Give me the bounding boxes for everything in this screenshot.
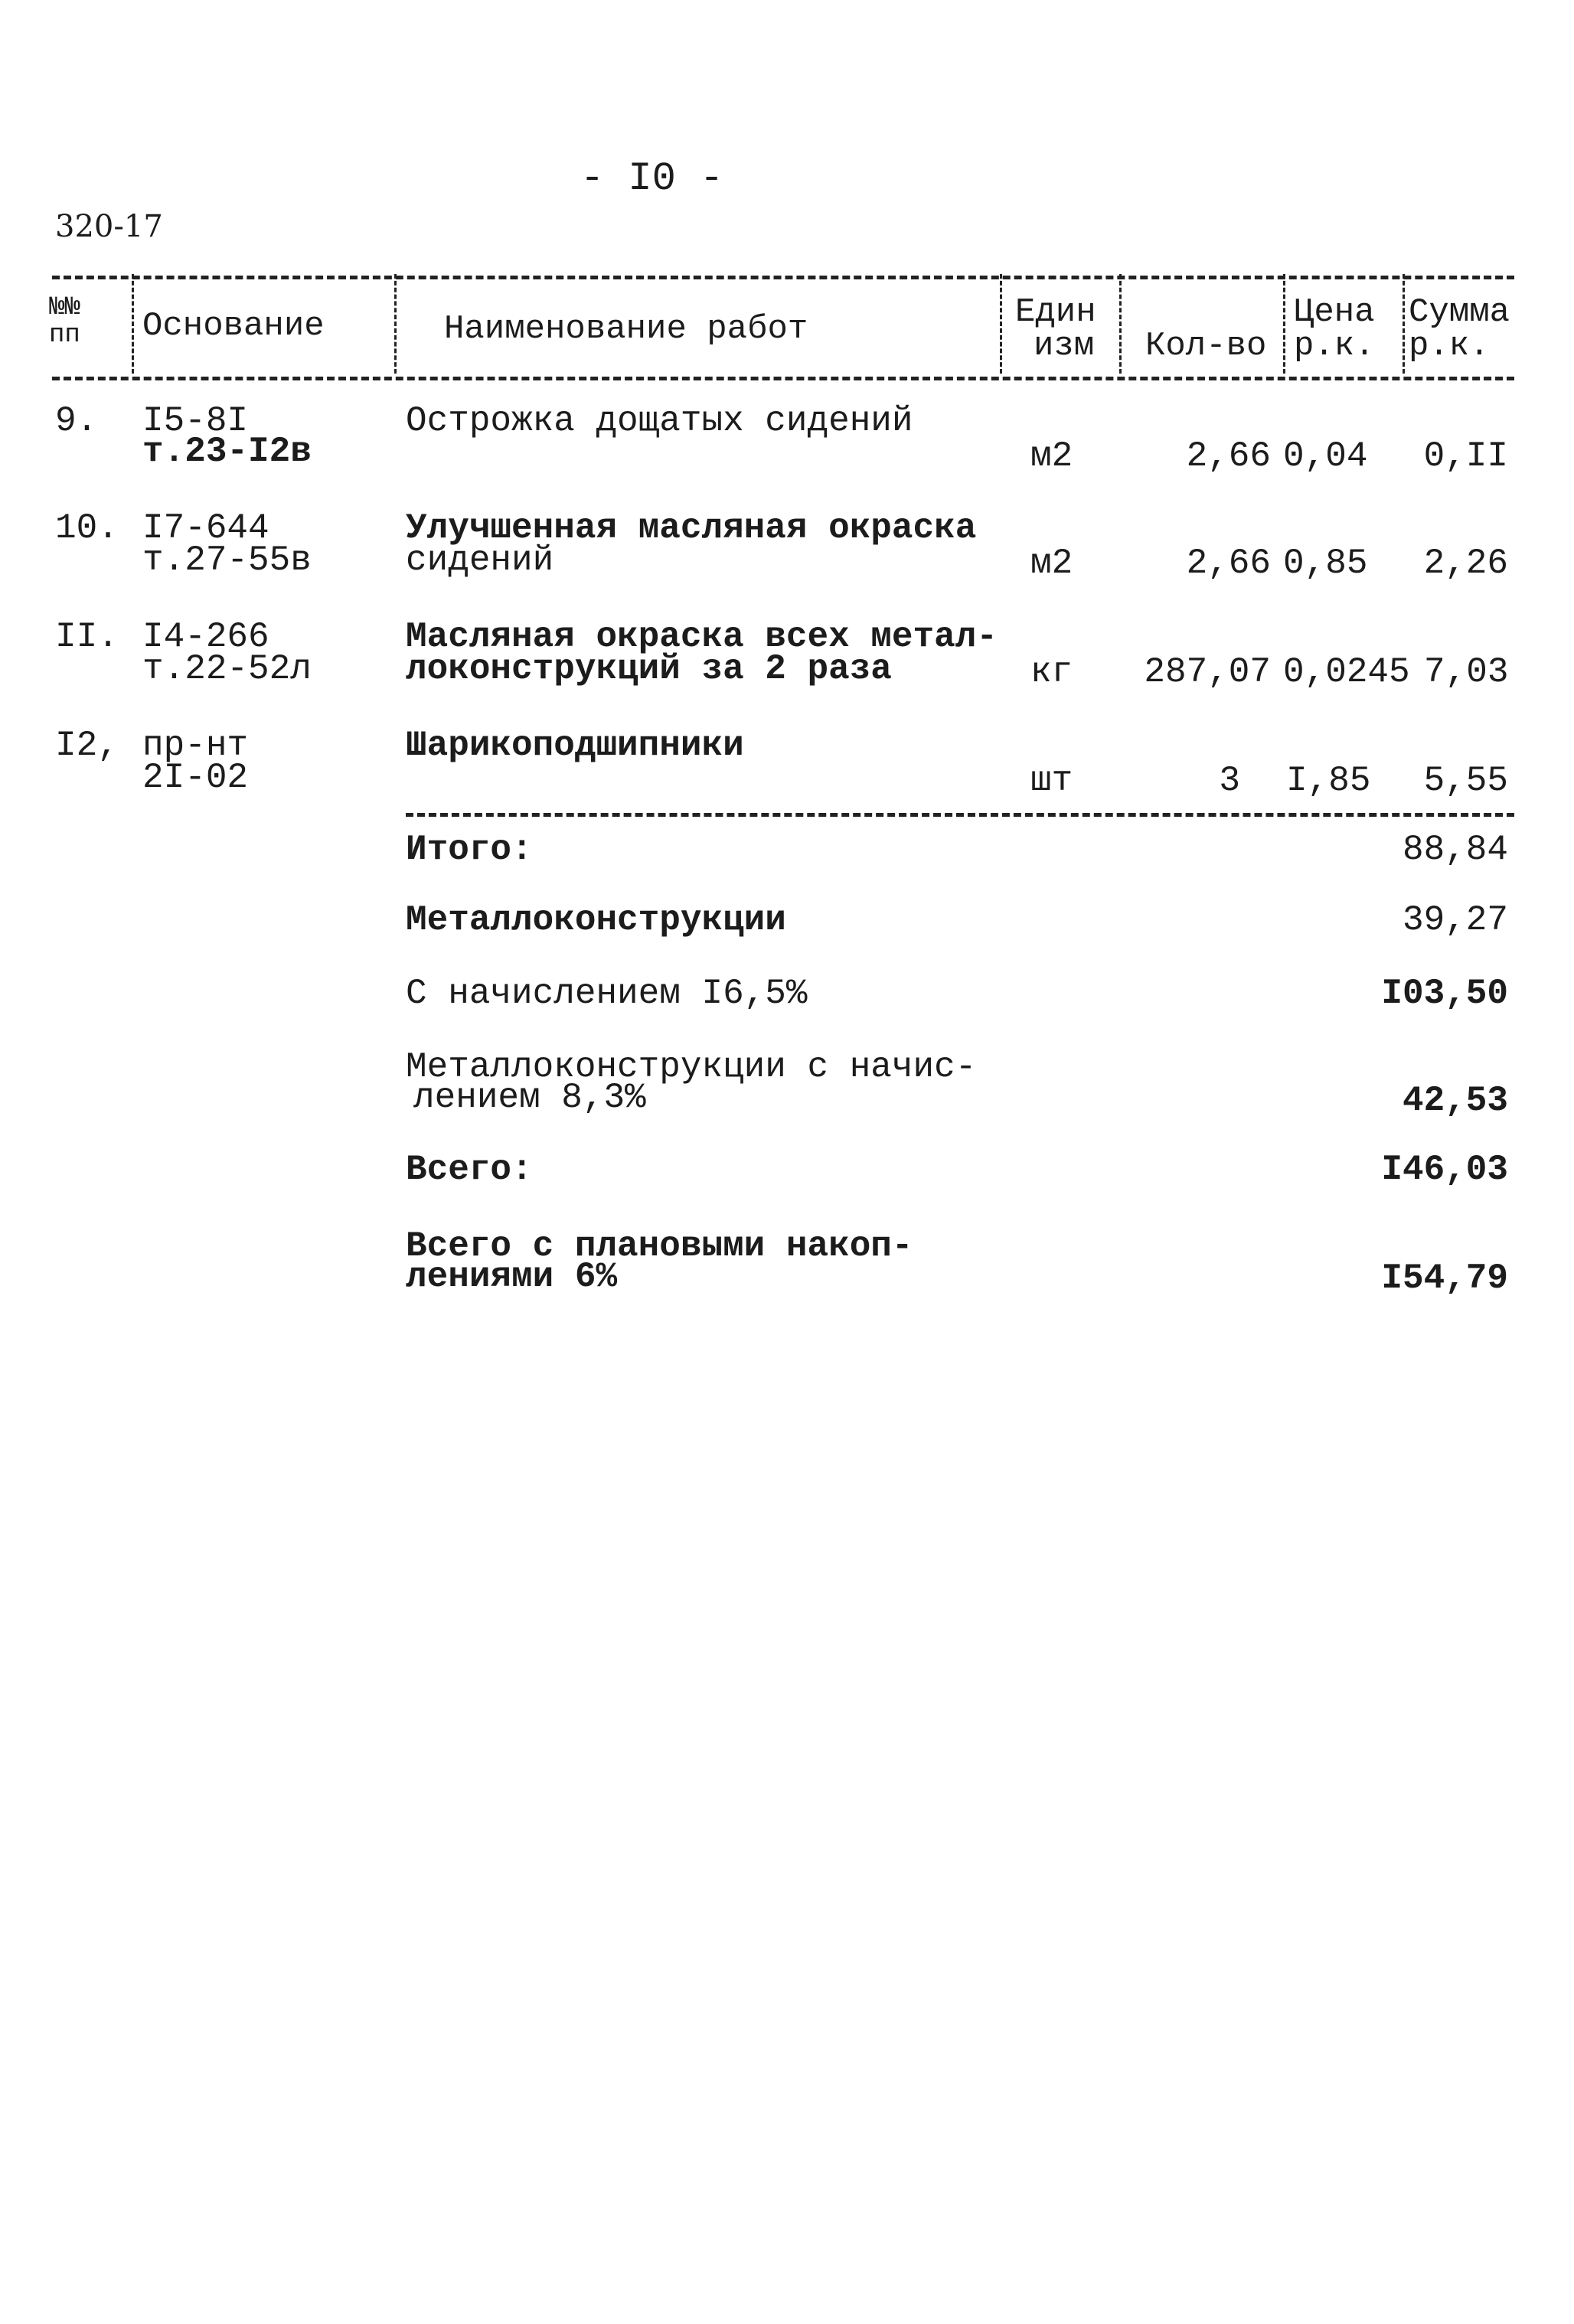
total-value: I46,03	[1381, 1150, 1508, 1190]
header-basis: Основание	[142, 307, 325, 345]
total-label: Всего с плановыми накоп-	[406, 1226, 913, 1266]
row-unit: м2	[1030, 436, 1073, 476]
header-work-name: Наименование работ	[444, 310, 808, 348]
row-work-name: Шарикоподшипники	[406, 726, 744, 765]
header-num: пп	[49, 321, 80, 350]
row-basis: I5-8I	[142, 401, 249, 441]
total-value: 88,84	[1402, 830, 1508, 870]
header-price: Цена	[1294, 293, 1375, 331]
row-price: 0,85	[1283, 543, 1368, 583]
total-value: 42,53	[1402, 1081, 1508, 1121]
header-price: р.к.	[1294, 327, 1375, 365]
row-qty: 287,07	[1144, 652, 1271, 692]
row-sum: 7,03	[1424, 652, 1509, 692]
total-value: I03,50	[1381, 974, 1508, 1013]
row-qty: 3	[1219, 761, 1240, 801]
total-label: лением 8,3%	[413, 1078, 646, 1118]
row-price: 0,0245	[1283, 652, 1410, 692]
total-label: С начислением I6,5%	[406, 974, 808, 1013]
total-label: Металлоконструкции	[406, 900, 786, 940]
row-price: I,85	[1286, 761, 1371, 801]
row-number: 10.	[55, 508, 119, 548]
total-label: Металлоконструкции с начис-	[406, 1047, 977, 1087]
total-label: Итого:	[406, 830, 533, 870]
totals-rule	[406, 813, 1514, 817]
header-divider	[1000, 274, 1002, 374]
row-qty: 2,66	[1186, 543, 1271, 583]
row-unit: м2	[1030, 543, 1073, 583]
row-number: 9.	[55, 401, 98, 441]
handwritten-reference: 320-17	[55, 209, 163, 244]
row-work-name: Масляная окраска всех метал-	[406, 617, 998, 657]
header-qty: Кол-во	[1145, 327, 1267, 365]
row-sum: 5,55	[1423, 761, 1508, 801]
header-unit: Един	[1015, 293, 1096, 331]
row-basis: 2I-02	[142, 758, 249, 798]
row-qty: 2,66	[1186, 436, 1271, 476]
total-value: I54,79	[1381, 1258, 1508, 1298]
row-sum: 2,26	[1423, 543, 1508, 583]
header-divider	[132, 274, 134, 374]
row-price: 0,04	[1283, 436, 1368, 476]
header-divider	[1283, 274, 1285, 374]
header-divider	[1403, 274, 1405, 374]
row-basis: пр-нт	[142, 726, 249, 765]
total-label: лениями 6%	[406, 1257, 618, 1297]
header-sum: р.к.	[1409, 327, 1490, 365]
header-sum: Сумма	[1409, 293, 1510, 331]
row-work-name: локонструкций за 2 раза	[406, 649, 892, 689]
row-sum: 0,II	[1423, 436, 1508, 476]
row-basis: I7-644	[142, 508, 269, 548]
row-work-name: Улучшенная масляная окраска	[406, 508, 977, 548]
row-number: II.	[55, 617, 119, 657]
row-basis: т.27-55в	[142, 540, 312, 580]
row-number: I2,	[55, 726, 119, 765]
total-value: 39,27	[1402, 900, 1508, 940]
header-top-rule	[52, 276, 1514, 279]
row-work-name: Острожка дощатых сидений	[406, 401, 913, 441]
row-basis: т.22-52л	[142, 649, 312, 689]
header-divider	[1119, 274, 1122, 374]
total-label: Всего:	[406, 1150, 533, 1190]
row-basis: т.23-I2в	[142, 432, 312, 472]
header-unit: изм	[1034, 327, 1095, 365]
row-unit: шт	[1030, 761, 1073, 801]
row-unit: кг	[1030, 652, 1073, 692]
header-divider	[394, 274, 397, 374]
page-number: - I0 -	[580, 156, 724, 201]
header-num: №№	[49, 293, 80, 322]
header-bottom-rule	[52, 377, 1514, 380]
row-basis: I4-266	[142, 617, 269, 657]
row-work-name: сидений	[406, 540, 554, 580]
